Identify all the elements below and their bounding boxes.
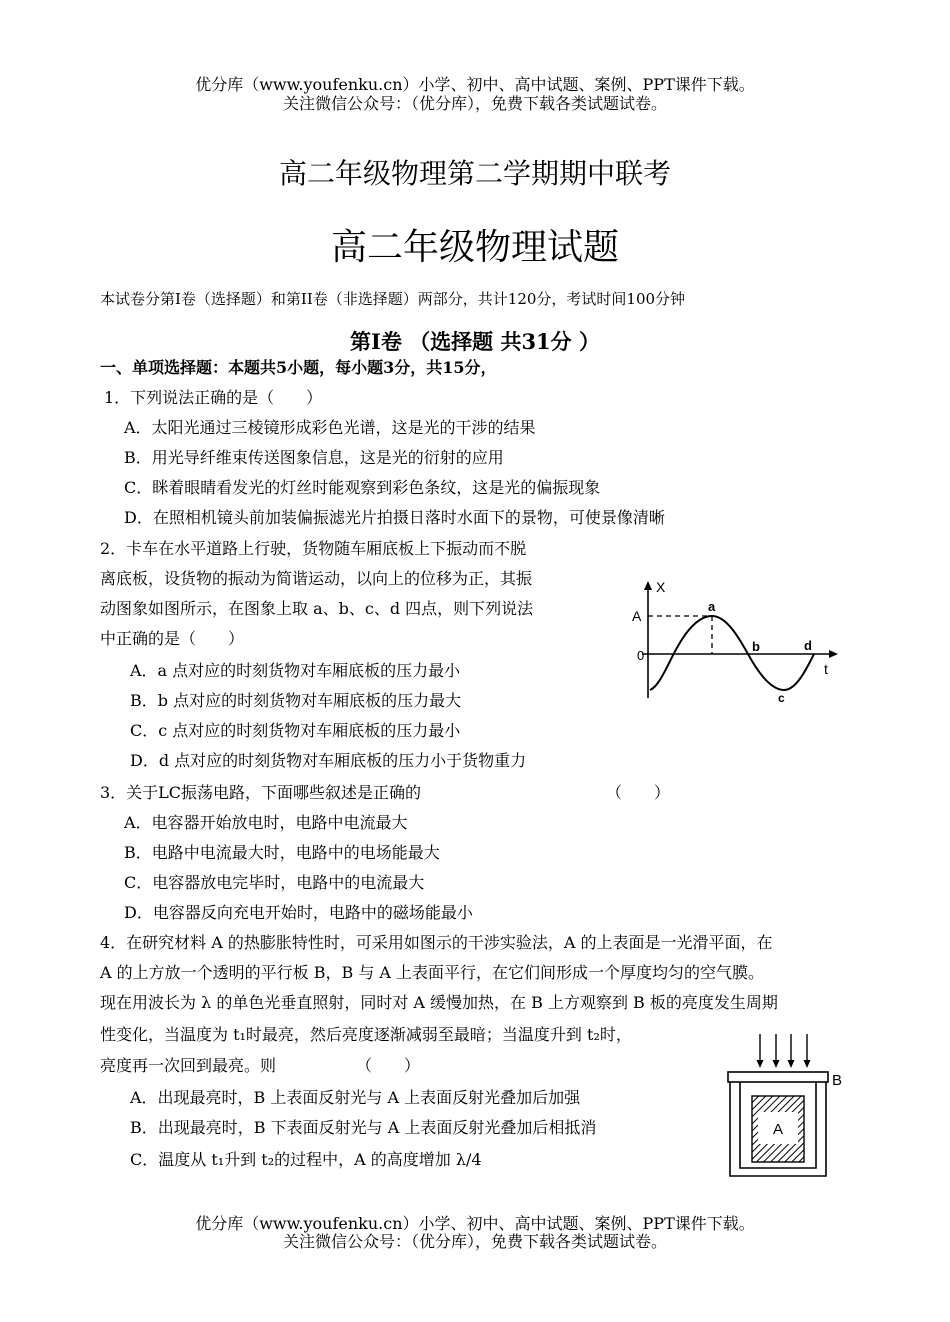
q3-blank: （ ） (606, 783, 671, 802)
q3-option-b: B．电路中电流最大时，电路中的电场能最大 (124, 843, 440, 862)
graph-point-b: b (752, 639, 760, 654)
section-heading: 第Ⅰ卷 （选择题 共31分 ） (350, 329, 600, 354)
footer-line-2: 关注微信公众号：（优分库），免费下载各类试题试卷。 (282, 1232, 667, 1251)
q2-stem-2: 离底板，设货物的振动为简谐运动，以向上的位移为正，其振 (100, 569, 533, 588)
graph-x-label: t (824, 661, 828, 677)
displacement-curve (650, 616, 814, 690)
q4-stem-4: 性变化，当温度为 t₁时最亮，然后亮度逐渐减弱至最暗；当温度升到 t₂时， (100, 1025, 632, 1044)
header-line-1: 优分库（www.youfenku.cn）小学、初中、高中试题、案例、PPT课件下载。 (195, 75, 755, 94)
q4-option-b: B．出现最亮时，B 下表面反射光与 A 上表面反射光叠加后相抵消 (130, 1118, 597, 1137)
exam-title: 高二年级物理第二学期期中联考 (278, 157, 671, 190)
q3-option-c: C．电容器放电完毕时，电路中的电流最大 (124, 873, 425, 892)
graph-point-c: c (778, 691, 785, 704)
sample-a-label: A (772, 1121, 784, 1138)
q2-option-d: D．d 点对应的时刻货物对车厢底板的压力小于货物重力 (130, 751, 527, 770)
q2-option-a: A．a 点对应的时刻货物对车厢底板的压力最小 (130, 661, 461, 680)
q3-option-d: D．电容器反向充电开始时，电路中的磁场能最小 (124, 903, 473, 922)
q1-option-a: A．太阳光通过三棱镜形成彩色光谱，这是光的干涉的结果 (124, 418, 536, 437)
q1-stem: 1．下列说法正确的是（ ） (104, 388, 323, 407)
intro-text: 本试卷分第Ⅰ卷（选择题）和第II卷（非选择题）两部分，共计120分，考试时间100分钟 (100, 290, 686, 308)
q4-stem-1: 4．在研究材料 A 的热膨胀特性时，可采用如图示的干涉实验法，A 的上表面是一光滑平面，在 (100, 933, 773, 952)
graph-y-arrow (644, 581, 652, 590)
graph-origin-label: 0 (637, 648, 645, 663)
plate-b-label: B (832, 1072, 843, 1089)
q1-option-b: B．用光导纤维束传送图象信息，这是光的衍射的应用 (124, 448, 504, 467)
q3-option-a: A．电容器开始放电时，电路中电流最大 (124, 813, 408, 832)
q1-option-c: C．眯着眼睛看发光的灯丝时能观察到彩色条纹，这是光的偏振现象 (124, 478, 601, 497)
paper-title: 高二年级物理试题 (330, 227, 619, 268)
q3-stem: 3．关于LC振荡电路，下面哪些叙述是正确的 (100, 783, 422, 802)
q2-option-b: B．b 点对应的时刻货物对车厢底板的压力最大 (130, 691, 462, 710)
vibration-graph (628, 578, 840, 704)
graph-x-arrow (829, 650, 838, 658)
part-heading: 一、单项选择题：本题共5小题，每小题3分，共15分， (100, 358, 497, 377)
graph-y-label: X (656, 579, 666, 595)
q2-stem-4: 中正确的是（ ） (100, 629, 245, 648)
graph-amplitude-label: A (632, 608, 642, 624)
apparatus-diagram (718, 1030, 848, 1180)
q4-blank: （ ） (356, 1056, 421, 1075)
header-line-2: 关注微信公众号：（优分库），免费下载各类试题试卷。 (282, 94, 667, 113)
q4-option-a: A．出现最亮时，B 上表面反射光与 A 上表面反射光叠加后加强 (130, 1088, 581, 1107)
q2-stem-3: 动图象如图所示，在图象上取 a、b、c、d 四点，则下列说法 (100, 599, 534, 618)
q4-stem-5: 亮度再一次回到最亮。则 (100, 1056, 277, 1075)
graph-point-a: a (708, 599, 716, 614)
q1-option-d: D．在照相机镜头前加装偏振滤光片拍摄日落时水面下的景物，可使景像清晰 (124, 508, 665, 527)
q2-option-c: C．c 点对应的时刻货物对车厢底板的压力最小 (130, 721, 461, 740)
graph-point-d: d (804, 638, 812, 653)
light-arrows (760, 1034, 807, 1062)
plate-b (728, 1072, 828, 1082)
q4-stem-3: 现在用波长为 λ 的单色光垂直照射，同时对 A 缓慢加热，在 B 上方观察到 B 板的亮度发生周期 (100, 993, 778, 1012)
q2-stem-1: 2．卡车在水平道路上行驶，货物随车厢底板上下振动而不脱 (100, 539, 527, 558)
footer-line-1: 优分库（www.youfenku.cn）小学、初中、高中试题、案例、PPT课件下载。 (195, 1214, 755, 1233)
q4-option-c: C．温度从 t₁升到 t₂的过程中，A 的高度增加 λ/4 (130, 1150, 482, 1169)
q4-stem-2: A 的上方放一个透明的平行板 B，B 与 A 上表面平行，在它们间形成一个厚度均匀的空气膜。 (100, 963, 765, 982)
